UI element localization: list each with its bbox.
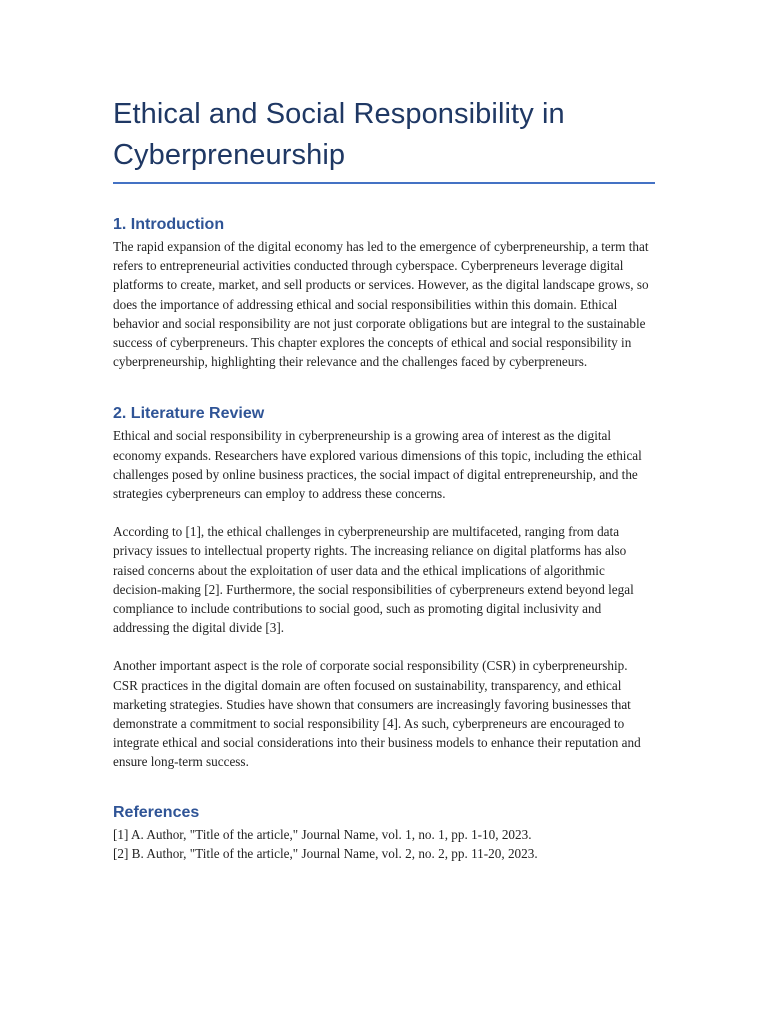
document-title: Ethical and Social Responsibility in Cyberpreneurship [113,94,655,184]
reference-list [113,825,655,864]
section-heading-literature-review: 2. Literature Review [113,405,265,423]
section-heading-references: References [113,803,200,821]
paragraph: According to [1], the ethical challenges in cyberpreneurship are multifaceted, ranging from data privacy issues to intellectual property rights. The increasing reliance on digital platforms has also raised concerns about the exploitation of user data and the ethical implications of algorithmic decision-making [2]. Furthermore, the social responsibilities of cyberpreneurs extend beyond legal compliance to include contributions to social good, such as promoting digital inclusivity and addressing the digital divide [3]. [113,524,634,636]
paragraph: The rapid expansion of the digital economy has led to the emergence of cyberpreneurship, a term that refers to entrepreneurial activities conducted through cyberspace. Cyberpreneurs leverage digital platforms to create, market, and sell products or services. However, as the digital landscape grows, so does the importance of addressing ethical and social responsibilities within this domain. Ethical behavior and social responsibility are not just corporate obligations but are integral to the sustainable success of cyberpreneurs. This chapter explores the concepts of ethical and social responsibility in cyberpreneurship, highlighting their relevance and the challenges faced by cyberpreneurs. [113,239,649,370]
paragraph: Ethical and social responsibility in cyberpreneurship is a growing area of interest as the digital economy expands. Researchers have explored various dimensions of this topic, including the ethical challenges posed by online business practices, the social impact of digital entrepreneurship, and the strategies cyberpreneurs can employ to address these concerns. [113,428,642,502]
section-literature-review [113,403,655,771]
document-page [113,94,655,864]
section-heading-introduction: 1. Introduction [113,216,225,233]
reference-item: [1] A. Author, "Title of the article," Journal Name, vol. 1, no. 1, pp. 1-10, 2023. [113,826,532,842]
paragraph: Another important aspect is the role of corporate social responsibility (CSR) in cyberpreneurship. CSR practices in the digital domain are often focused on sustainability, transparency, and ethical marketing strategies. Studies have shown that consumers are increasingly favoring businesses that demonstrate a commitment to social responsibility [4]. As such, cyberpreneurs are encouraged to integrate ethical and social considerations into their business models to enhance their reputation and ensure long-term success. [113,658,641,770]
reference-item: [2] B. Author, "Title of the article," Journal Name, vol. 2, no. 2, pp. 11-20, 2023. [113,846,538,862]
section-introduction [113,214,655,371]
section-references [113,802,655,864]
